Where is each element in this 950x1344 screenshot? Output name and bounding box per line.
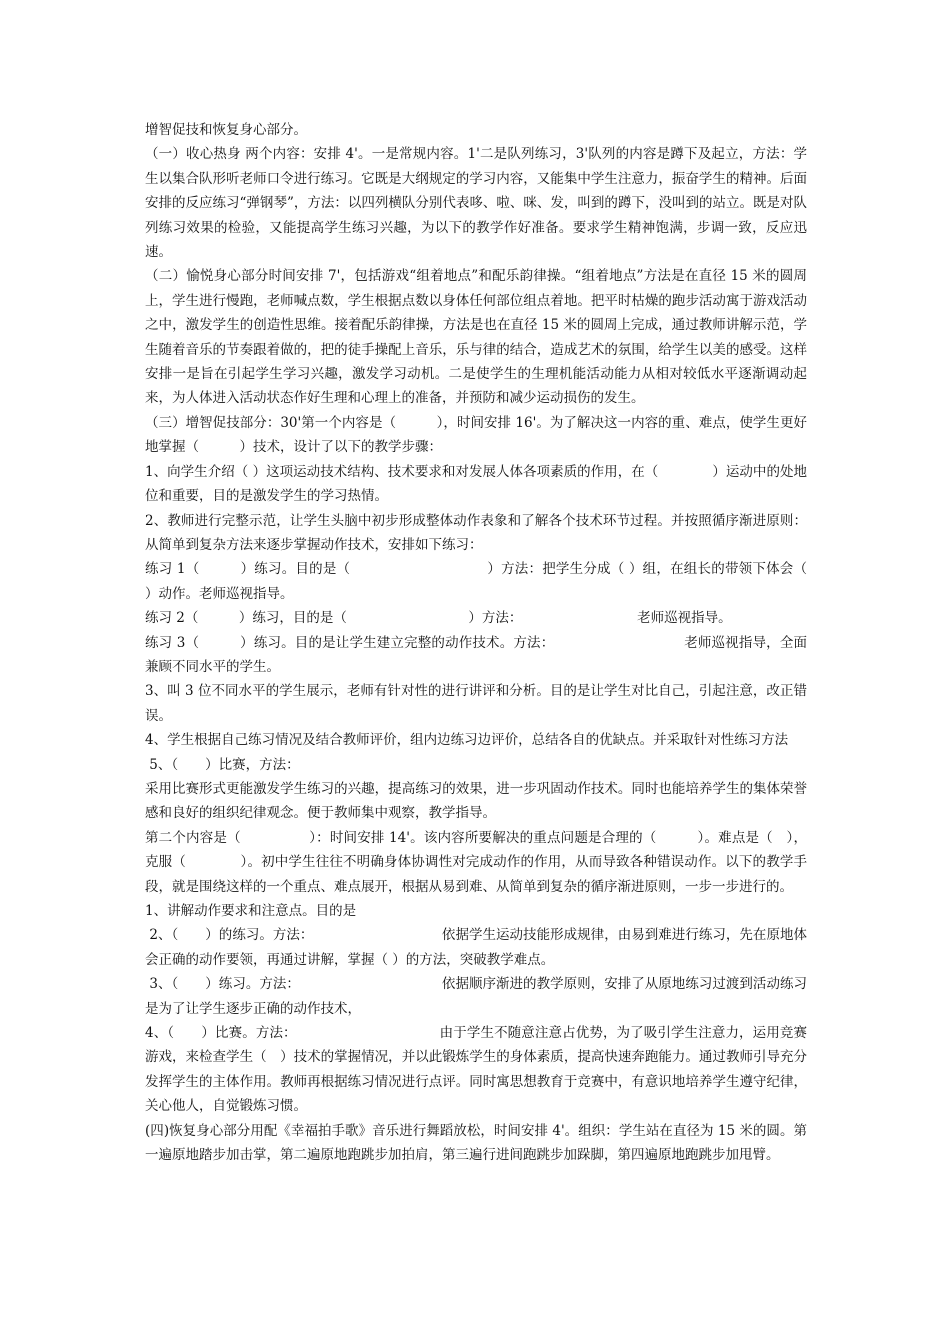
paragraph-section-2: （二）愉悦身心部分时间安排 7'，包括游戏“组着地点”和配乐韵律操。“组着地点”方法是在直径 15 米的圆周上，学生进行慢跑，老师喊点数，学生根据点数以身体任何部位组点着地。把平时枯燥的跑步活动寓于游戏活动之中，激发学生的创造性思维。接着配乐韵律操，方法是也在直径 15 米的圆周上完成，通过教师讲解示范，学生随着音乐的节奏跟着做的，把的徒手操配上音乐，乐与律的结合，造成艺术的氛围，给学生以美的感受。这样安排一是旨在引起学生学习兴趣，激发学习动机。二是使学生的生理机能活动能力从相对较低水平逐渐调动起来，为人体进入活动状态作好生理和心理上的准备，并预防和减少运动损伤的发生。 — [145, 268, 807, 407]
paragraph-exercise-3: 练习 3（ ）练习。目的是让学生建立完整的动作技术。方法： 老师巡视指导，全面兼顾不同水平的学生。 — [145, 634, 807, 675]
paragraph-exercise-2: 练习 2（ ）练习，目的是（ ）方法： 老师巡视指导。 — [145, 610, 732, 627]
document-page — [145, 118, 812, 1167]
paragraph-step-5: 5、（ ）比赛，方法： — [145, 756, 300, 773]
paragraph-intro: 增智促技和恢复身心部分。 — [145, 122, 307, 138]
paragraph-step-1: 1、向学生介绍（ ）这项运动技术结构、技术要求和对发展人体各项素质的作用，在（ ）运动中的处地位和重要，目的是激发学生的学习热情。 — [145, 463, 807, 505]
paragraph-second-content: 第二个内容是（ ）：时间安排 14'。该内容所要解决的重点问题是合理的（ ）。难点是（ ），克服（ ）。初中学生往往不明确身体协调性对完成动作的作用，从而导致各种错误动作。以下的教学手段，就是围绕这样的一个重点、难点展开，根据从易到难、从简单到复杂的循序渐进原则，一步一步进行的。 — [145, 829, 807, 895]
paragraph-second-step-4: 4、（ ）比赛。方法： 由于学生不随意注意占优势，为了吸引学生注意力，运用竞赛游戏，来检查学生（ ）技术的掌握情况，并以此锻炼学生的身体素质，提高快速奔跑能力。通过教师引导充分发挥学生的主体作用。教师再根据练习情况进行点评。同时寓思想教育于竞赛中，有意识地培养学生遵守纪律，关心他人，自觉锻炼习惯。 — [145, 1025, 807, 1115]
paragraph-second-step-3: 3、（ ）练习。方法： 依据顺序渐进的教学原则，安排了从原地练习过渡到活动练习是为了让学生逐步正确的动作技术， — [145, 976, 808, 1017]
paragraph-competition: 采用比赛形式更能激发学生练习的兴趣，提高练习的效果，进一步巩固动作技术。同时也能培养学生的集体荣誉感和良好的组织纪律观念。便于教师集中观察，教学指导。 — [145, 780, 807, 822]
paragraph-section-3: （三）增智促技部分：30'第一个内容是（ ），时间安排 16'。为了解决这一内容的重、难点，使学生更好地掌握（ ）技术，设计了以下的教学步骤： — [145, 414, 807, 456]
paragraph-step-3: 3、叫 3 位不同水平的学生展示，老师有针对性的进行讲评和分析。目的是让学生对比自己，引起注意，改正错误。 — [145, 683, 807, 724]
paragraph-section-4: (四)恢复身心部分用配《幸福拍手歌》音乐进行舞蹈放松，时间安排 4'。组织：学生站在直径为 15 米的圆。第一遍原地踏步加击掌，第二遍原地跑跳步加拍肩，第三遍行进间跑跳步加跺脚，第四遍原地跑跳步加甩臂。 — [145, 1122, 807, 1164]
paragraph-exercise-1: 练习 1（ ）练习。目的是（ ）方法：把学生分成（ ）组，在组长的带领下体会（ ）动作。老师巡视指导。 — [145, 561, 812, 602]
paragraph-step-2: 2、教师进行完整示范，让学生头脑中初步形成整体动作表象和了解各个技术环节过程。并按照循序渐进原则：从简单到复杂方法来逐步掌握动作技术，安排如下练习： — [145, 512, 807, 553]
paragraph-second-step-2: 2、（ ）的练习。方法： 依据学生运动技能形成规律，由易到难进行练习，先在原地体会正确的动作要领，再通过讲解，掌握（ ）的方法，突破教学难点。 — [145, 927, 808, 968]
paragraph-section-1: （一）收心热身 两个内容：安排 4'。一是常规内容。1'二是队列练习，3'队列的内容是蹲下及起立，方法：学生以集合队形听老师口令进行练习。它既是大纲规定的学习内容，又能集中学生注意力，振奋学生的精神。后面安排的反应练习“弹钢琴”，方法：以四列横队分别代表哆、啦、咪、发，叫到的蹲下，没叫到的站立。既是对队列练习效果的检验，又能提高学生练习兴趣，为以下的教学作好准备。要求学生精神饱满，步调一致，反应迅速。 — [145, 146, 807, 261]
paragraph-step-4: 4、学生根据自己练习情况及结合教师评价，组内边练习边评价，总结各自的优缺点。并采取针对性练习方法 — [145, 732, 789, 749]
paragraph-second-step-1: 1、讲解动作要求和注意点。目的是 — [145, 903, 357, 919]
